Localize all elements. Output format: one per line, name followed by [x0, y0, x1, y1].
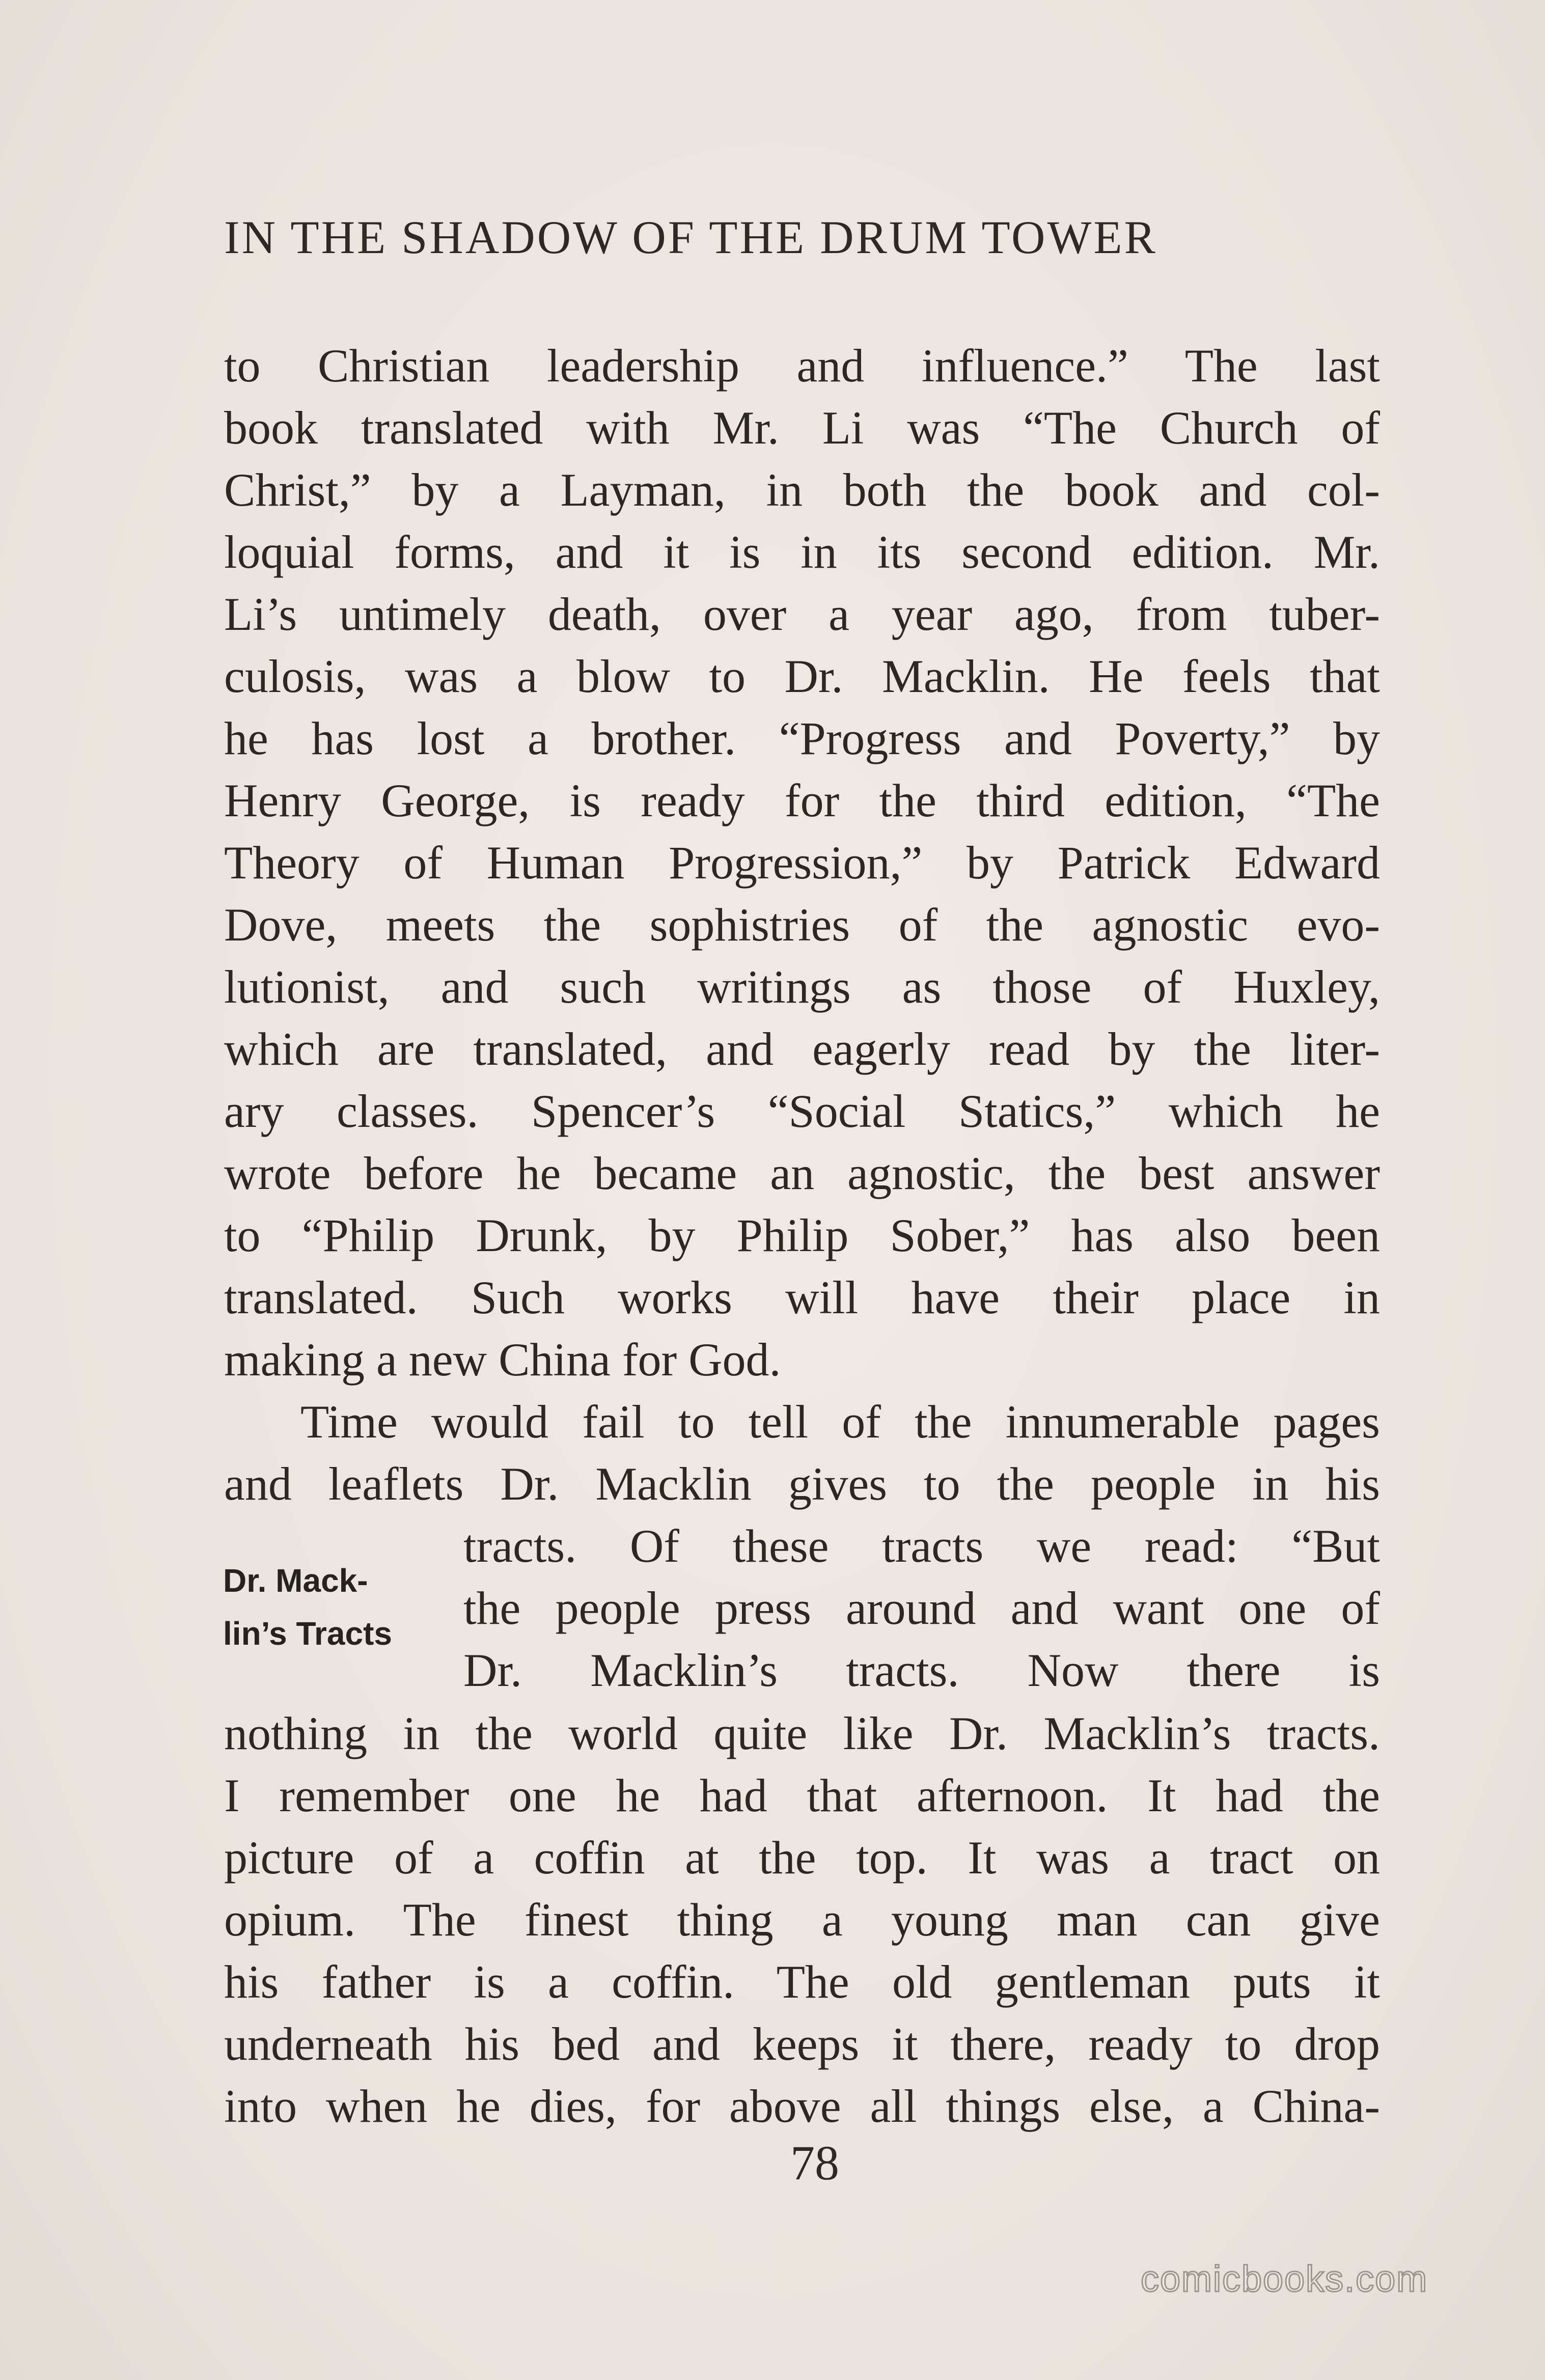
- body-line: nothing in the world quite like Dr. Macklin’s tracts.: [224, 1707, 1380, 1759]
- body-line: he has lost a brother. “Progress and Poverty,” by: [224, 712, 1380, 764]
- body-line: picture of a coffin at the top. It was a tract on: [224, 1832, 1380, 1884]
- body-line: culosis, was a blow to Dr. Macklin. He feels that: [224, 650, 1380, 702]
- body-line: Theory of Human Progression,” by Patrick Edward: [224, 837, 1380, 889]
- body-line: Dr. Macklin’s tracts. Now there is: [463, 1644, 1380, 1696]
- sidenote-line: lin’s Tracts: [223, 1615, 392, 1652]
- body-line: wrote before he became an agnostic, the best answer: [224, 1147, 1380, 1199]
- body-line: book translated with Mr. Li was “The Church of: [224, 402, 1380, 454]
- body-line: Henry George, is ready for the third edition, “The: [224, 774, 1380, 826]
- body-line: into when he dies, for above all things else, a China-: [224, 2080, 1380, 2132]
- body-line: opium. The finest thing a young man can give: [224, 1894, 1380, 1946]
- body-line: to “Philip Drunk, by Philip Sober,” has also been: [224, 1209, 1380, 1261]
- body-line: Time would fail to tell of the innumerable pages: [300, 1396, 1380, 1448]
- body-line: Christ,” by a Layman, in both the book and col-: [224, 464, 1380, 516]
- body-line: Dove, meets the sophistries of the agnostic evo-: [224, 899, 1380, 951]
- running-head: IN THE SHADOW OF THE DRUM TOWER: [224, 211, 1157, 263]
- body-line: lutionist, and such writings as those of Huxley,: [224, 961, 1380, 1013]
- body-line: to Christian leadership and influence.” The last: [224, 340, 1380, 392]
- body-line: Li’s untimely death, over a year ago, from tuber-: [224, 588, 1380, 640]
- body-line: loquial forms, and it is in its second edition. Mr.: [224, 526, 1380, 578]
- watermark: comicbooks.com: [1141, 2259, 1428, 2300]
- body-line: tracts. Of these tracts we read: “But: [463, 1520, 1380, 1572]
- body-line: and leaflets Dr. Macklin gives to the people in his: [224, 1458, 1380, 1510]
- body-line: which are translated, and eagerly read by the liter-: [224, 1023, 1380, 1075]
- body-line: the people press around and want one of: [463, 1582, 1380, 1634]
- page-number: 78: [790, 2136, 839, 2190]
- sidenote-line: Dr. Mack-: [223, 1562, 368, 1599]
- body-line: I remember one he had that afternoon. It had the: [224, 1769, 1380, 1821]
- body-line: underneath his bed and keeps it there, ready to drop: [224, 2018, 1380, 2070]
- body-line: his father is a coffin. The old gentleman puts it: [224, 1956, 1380, 2008]
- body-line: ary classes. Spencer’s “Social Statics,” which he: [224, 1085, 1380, 1137]
- body-line: making a new China for God.: [224, 1334, 781, 1386]
- body-line: translated. Such works will have their place in: [224, 1271, 1380, 1323]
